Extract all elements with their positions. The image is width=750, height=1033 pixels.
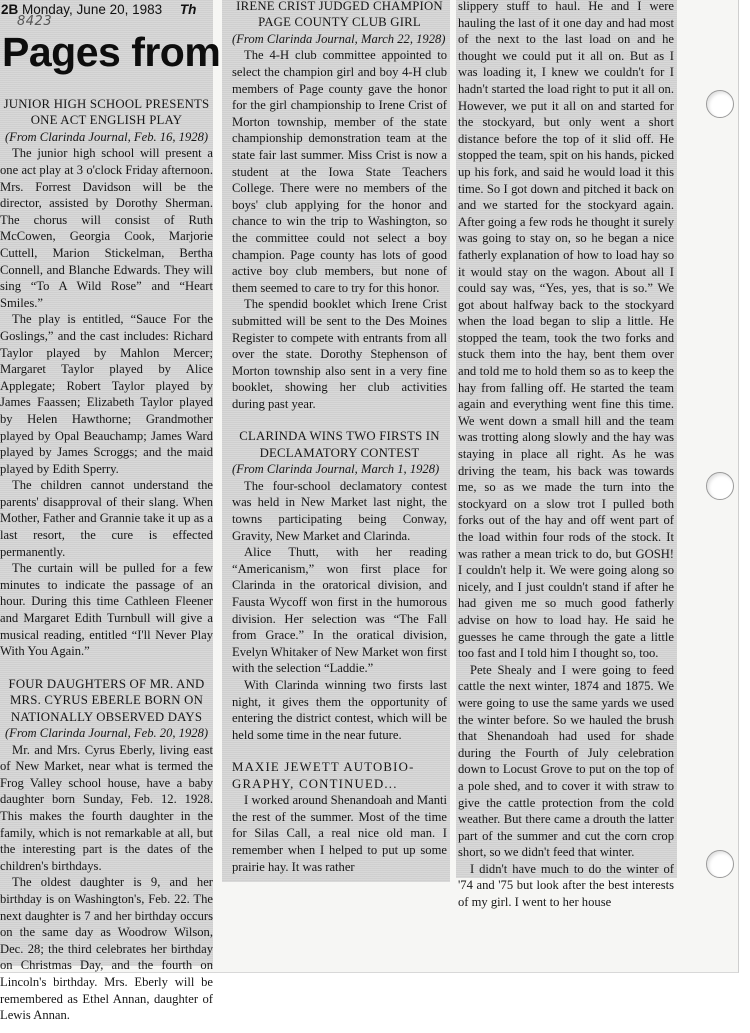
article-paragraph: Alice Thutt, with her reading “Americanism,” won first place for Clarinda in the oratorical division, and Fausta Wycoff won first in the humorous division. Her selection was “The Fall from Grace.” In the oratical division, Evelyn Whitaker of New Market won first with the selection “Laddie.” <box>232 545 447 676</box>
issue-date: Monday, June 20, 1983 <box>22 2 163 17</box>
article-headline: IRENE CRIST JUDGED CHAMPION PAGE COUNTY CLUB GIRL <box>236 0 443 30</box>
article-paragraph: I didn't have much to do the winter of '74 and '75 but look after the best interests of my girl. I went to her house <box>458 861 674 910</box>
article-irene-crist <box>232 0 447 412</box>
article-paragraph: The four-school declamatory contest was held in New Market last night, the towns participating being Conway, Gravity, New Market and Clarinda. <box>232 478 447 543</box>
article-maxie-jewett <box>232 759 447 875</box>
right-clipping <box>456 0 677 910</box>
spacer <box>232 743 447 759</box>
page-number: 2B <box>1 2 19 17</box>
article-paragraph: The play is entitled, “Sauce For the Goslings,” and the cast includes: Richard Taylor played by Mahlon Mercer; Margaret Taylor played by Alice Applegate; Robert Taylor played by James Faassen; Elizabeth Taylor played by Helen Hawthorne; Grandmother played by Opal Beauchamp; James Ward played by James Scroggs; and the maid played by Edith Sperry. <box>0 312 213 476</box>
middle-column <box>232 0 447 875</box>
left-clipping <box>0 0 221 1023</box>
article-source: (From Clarinda Journal, Feb. 16, 1928) <box>4 129 209 144</box>
article-headline: JUNIOR HIGH SCHOOL PRESENTS ONE ACT ENGLISH PLAY <box>3 97 210 128</box>
article-junior-high-play <box>0 96 213 660</box>
spacer <box>0 660 213 676</box>
handwritten-note: 8423 <box>17 14 53 29</box>
article-source: (From Clarinda Journal, March 22, 1928) <box>232 31 446 46</box>
article-headline: MAXIE JEWETT AUTOBIO-GRAPHY, CONTINUED... <box>232 760 415 791</box>
article-paragraph: The oldest daughter is 9, and her birthday is on Washington's, Feb. 22. The next daughter is 7 and her birthday occurs on the same day as Woodrow Wilson, Dec. 28; the third celebrates her birthday on Christmas Day, and the fourth on Lincoln's birthday. Mrs. Eberly will be remembered as Ethel Annan, daughter of Lewis Annan. <box>0 875 213 1023</box>
article-paragraph: The children cannot understand the parents' disapproval of their slang. When Mother, Father and Grannie take it up as a last resort, the cure is effected permanently. <box>0 478 213 559</box>
article-maxie-jewett-continued <box>458 0 674 911</box>
binder-hole <box>706 90 734 118</box>
spacer <box>232 412 447 428</box>
right-column <box>458 0 674 911</box>
article-source: (From Clarinda Journal, Feb. 20, 1928) <box>4 726 209 741</box>
article-declamatory-contest <box>232 428 447 743</box>
masthead-trailing: Th <box>179 2 197 17</box>
article-paragraph: slippery stuff to haul. He and I were hauling the last of it one day and had most of the next to the last load on and he thought we could put it all on. But as I was loading it, I knew we couldn't for I hadn't started the load right to put it all on. However, we put it all on and started for the stockyard, but only went a short distance before the top of it slid off. He stopped the team, spit on his hands, picked up his fork, and said he would load it this time. So I got down and pitched it back on and we started for the stockyard again. After going a few rods he thought it surely was going to stay on, so he began a nice fatherly explanation of how to load hay so it would stay on the wagon. About all I could say was, “Yes, yes, that is so.” We got about halfway back to the stockyard when the load began to slip a little. He stopped the team, took the two forks and stuck them into the hay, bent them over and told me to hold them so as to keep the hay from falling off. He started the team again and everything went fine this time. We went down a small hill and the team was trotting along slowly and the hay was staying in place all right. As he was driving the team, his back was towards me, so as we made the turn into the stockyard on a slow trot I pulled both forks out of the hay and off went part of the load within four rods of the stock. It was rather a mean trick to do, but GOSH! I couldn't help it. We were going along so nicely, and I just couldn't stand if after he had given me so much good fatherly advise on how to load hay. He said he guesses he came through the gate a little too fast and I told him I thought so, too. <box>458 0 674 661</box>
article-paragraph: The 4-H club committee appointed to select the champion girl and boy 4-H club members of Page county gave the honor for the girl championship to Irene Crist of Morton township, member of the state championship demonstration team at the state fair last summer. Miss Crist is now a student at the Iowa State Teachers College. There were no members of the boys' club applying for the honor and chance to win the trip to Washington, so the committee could not select a boy champion. Page county has lots of good active boy club members, but none of them seemed to care to try for this honor. <box>232 48 447 295</box>
left-column <box>0 96 213 1024</box>
article-eberle-daughters <box>0 676 213 1024</box>
article-paragraph: I worked around Shenandoah and Manti the rest of the summer. Most of the time for Silas Call, a real nice old man. I remember when I helped to put up some prairie hay. It was rather <box>232 793 447 874</box>
article-headline: CLARINDA WINS TWO FIRSTS IN DECLAMATORY CONTEST <box>239 429 440 460</box>
article-headline: FOUR DAUGHTERS OF MR. AND MRS. CYRUS EBERLE BORN ON NATIONALLY OBSERVED DAYS <box>8 676 205 724</box>
binder-hole <box>706 472 734 500</box>
article-paragraph: Pete Shealy and I were going to feed cattle the next winter, 1874 and 1875. We were going to use the same yards we used the winter before. So we hauled the brush that Shenandoah had used for shade during the Fourth of July celebration down to Locust Grove to put on the top of a pole shed, and to cover it with straw to give the cattle protection from the cold weather. But there came a drouth the latter part of the summer and cut the corn crop short, so we didn't feed that winter. <box>458 662 674 860</box>
article-paragraph: The junior high school will present a one act play at 3 o'clock Friday afternoon. Mrs. Forrest Davidson will be the director, assisted by Dorothy Sherman. The chorus will consist of Ruth McCowen, Georgia Cook, Marjorie Cuttell, Marion Stickelman, Bertha Connell, and Blanche Edwards. They will sing “To A Wild Rose” and “Heart Smiles.” <box>0 146 213 310</box>
middle-clipping <box>222 0 450 882</box>
article-paragraph: The spendid booklet which Irene Crist submitted will be sent to the Des Moines Register to compete with entrants from all over the state. Dorothy Stephenson of Morton township also sent in a very fine booklet, showing her club activities during past year. <box>232 297 447 411</box>
section-banner: Pages from <box>2 29 221 75</box>
article-paragraph: The curtain will be pulled for a few minutes to indicate the passage of an hour. During this time Cathleen Fleener and Margaret Edith Turnbull will give a musical reading, entitled “I'll Never Play With You Again.” <box>0 561 213 659</box>
article-source: (From Clarinda Journal, March 1, 1928) <box>232 462 440 477</box>
binder-hole <box>706 850 734 878</box>
article-paragraph: Mr. and Mrs. Cyrus Eberly, living east of New Market, near what is termed the Frog Valley school house, have a baby daughter born Sunday, Feb. 12. 1928. This makes the fourth daughter in the family, which is not remarkable at all, but the interesting part is the dates of the children's birthdays. <box>0 742 213 873</box>
article-paragraph: With Clarinda winning two firsts last night, it gives them the opportunity of entering the district contest, which will be held some time in the near future. <box>232 678 447 742</box>
